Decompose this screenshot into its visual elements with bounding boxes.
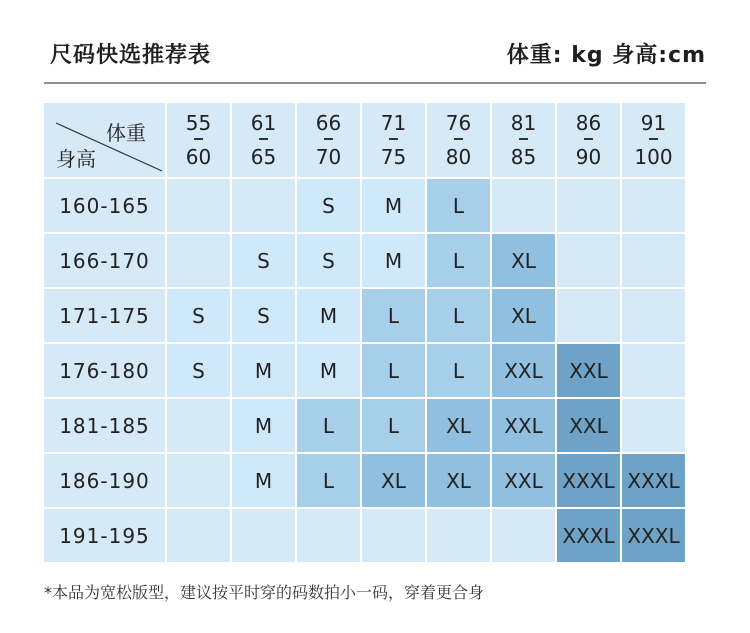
weight-range-end: 60 (185, 145, 212, 169)
size-cell (557, 289, 620, 342)
size-cell (557, 234, 620, 287)
size-cell (167, 179, 230, 232)
size-cell: S (297, 234, 360, 287)
size-cell (167, 234, 230, 287)
range-dash (519, 138, 528, 140)
size-cell (362, 509, 425, 562)
height-range-label: 186-190 (44, 454, 165, 507)
size-cell: M (362, 179, 425, 232)
size-cell: L (362, 399, 425, 452)
size-cell: M (362, 234, 425, 287)
size-cell: L (427, 344, 490, 397)
weight-range-start: 81 (510, 111, 537, 135)
size-cell: XL (492, 234, 555, 287)
size-cell: M (232, 454, 295, 507)
height-range-label: 191-195 (44, 509, 165, 562)
weight-range-start: 76 (445, 111, 472, 135)
weight-column-header (297, 103, 360, 177)
size-chart-table (42, 101, 687, 564)
weight-range-end: 65 (250, 145, 277, 169)
units-label: 体重: kg 身高:cm (506, 43, 706, 68)
range-dash (584, 138, 593, 140)
size-cell: S (167, 344, 230, 397)
range-dash (194, 138, 203, 140)
weight-column-header (622, 103, 685, 177)
weight-range-end: 80 (445, 145, 472, 169)
weight-column-header (557, 103, 620, 177)
size-cell: XXL (492, 344, 555, 397)
size-cell: L (427, 179, 490, 232)
weight-range-start: 91 (640, 111, 667, 135)
size-cell: XL (492, 289, 555, 342)
size-cell: XXXL (622, 454, 685, 507)
size-cell (622, 289, 685, 342)
weight-range-end: 70 (315, 145, 342, 169)
table-row (44, 344, 685, 397)
table-row (44, 179, 685, 232)
table-row (44, 399, 685, 452)
weight-range-start: 55 (185, 111, 212, 135)
range-dash (259, 138, 268, 140)
size-cell (167, 454, 230, 507)
size-cell: S (167, 289, 230, 342)
size-cell: L (362, 344, 425, 397)
size-cell (232, 509, 295, 562)
size-cell: XL (362, 454, 425, 507)
weight-range-end: 85 (510, 145, 537, 169)
size-cell (492, 179, 555, 232)
weight-range-end: 90 (575, 145, 602, 169)
height-range-label: 160-165 (44, 179, 165, 232)
corner-weight-label: 体重 (106, 121, 146, 145)
size-cell: M (297, 289, 360, 342)
height-range-label: 171-175 (44, 289, 165, 342)
table-row (44, 234, 685, 287)
size-cell: L (362, 289, 425, 342)
size-cell: S (232, 234, 295, 287)
weight-column-header (232, 103, 295, 177)
size-cell: XL (427, 454, 490, 507)
size-cell: XXXL (557, 509, 620, 562)
size-cell: XXL (492, 399, 555, 452)
table-row (44, 454, 685, 507)
weight-column-header (492, 103, 555, 177)
footnote: *本品为宽松版型，建议按平时穿的码数拍小一码，穿着更合身 (44, 583, 485, 602)
page-title: 尺码快选推荐表 (50, 43, 212, 68)
size-cell: XXL (557, 344, 620, 397)
table-row (44, 289, 685, 342)
header-divider (44, 82, 706, 84)
weight-range-start: 71 (380, 111, 407, 135)
size-cell: M (232, 344, 295, 397)
height-range-label: 181-185 (44, 399, 165, 452)
size-cell: S (297, 179, 360, 232)
weight-range-end: 75 (380, 145, 407, 169)
size-cell (167, 509, 230, 562)
range-dash (649, 138, 658, 140)
size-cell (297, 509, 360, 562)
size-cell (167, 399, 230, 452)
weight-range-end: 100 (634, 145, 673, 169)
height-range-label: 176-180 (44, 344, 165, 397)
header-row (44, 103, 685, 177)
size-cell: M (297, 344, 360, 397)
weight-column-header (167, 103, 230, 177)
size-cell: L (297, 454, 360, 507)
range-dash (389, 138, 398, 140)
size-cell: XXL (557, 399, 620, 452)
weight-range-start: 61 (250, 111, 277, 135)
size-cell (622, 234, 685, 287)
corner-cell (44, 103, 165, 177)
corner-height-label: 身高 (56, 147, 96, 171)
size-cell: XL (427, 399, 490, 452)
range-dash (454, 138, 463, 140)
size-cell (232, 179, 295, 232)
size-cell: XXL (492, 454, 555, 507)
weight-range-start: 86 (575, 111, 602, 135)
size-cell: L (427, 289, 490, 342)
size-cell (557, 179, 620, 232)
weight-column-header (427, 103, 490, 177)
size-cell: XXXL (622, 509, 685, 562)
height-range-label: 166-170 (44, 234, 165, 287)
weight-range-start: 66 (315, 111, 342, 135)
weight-column-header (362, 103, 425, 177)
size-cell: S (232, 289, 295, 342)
size-cell (622, 179, 685, 232)
size-cell (427, 509, 490, 562)
size-cell (492, 509, 555, 562)
size-cell: XXXL (557, 454, 620, 507)
size-cell (622, 344, 685, 397)
size-cell (622, 399, 685, 452)
size-cell: L (427, 234, 490, 287)
size-cell: L (297, 399, 360, 452)
range-dash (324, 138, 333, 140)
table-row (44, 509, 685, 562)
header (44, 38, 706, 70)
size-cell: M (232, 399, 295, 452)
